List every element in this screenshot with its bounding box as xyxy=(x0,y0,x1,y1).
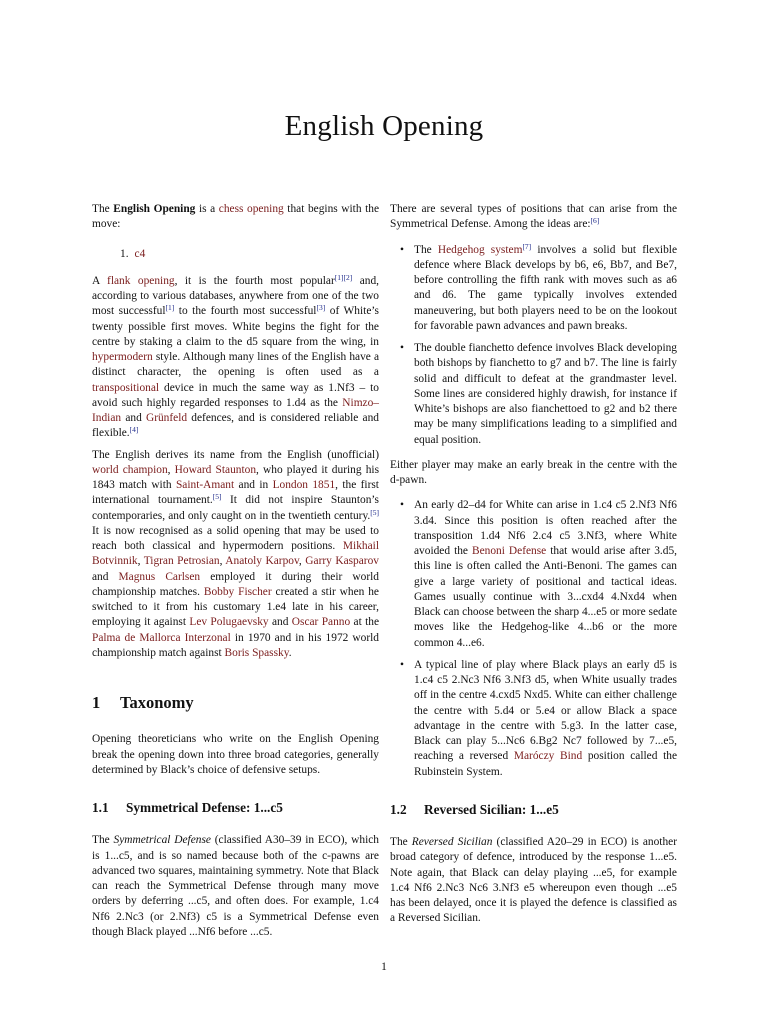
subsection-heading-reversed-sicilian xyxy=(390,802,677,817)
citation xyxy=(370,508,379,517)
term-symmetrical-defense: Symmetrical Defense xyxy=(113,834,211,847)
list-item xyxy=(400,341,677,448)
text: to the fourth most successful xyxy=(174,305,317,318)
link-howard-staunton[interactable]: Howard Staunton xyxy=(174,463,257,476)
text: is a xyxy=(195,203,219,215)
link-nimzo-indian[interactable]: Nimzo–Indian xyxy=(92,396,379,424)
subsection-title: Symmetrical Defense: 1...c5 xyxy=(126,800,283,815)
term-reversed-sicilian: Reversed Sicilian xyxy=(411,836,493,848)
citation-link[interactable]: [7] xyxy=(522,241,532,251)
text: , the first international tournament. xyxy=(92,479,379,507)
link-polugaevsky[interactable]: Lev Polugaevsky xyxy=(189,616,269,629)
text: (classified A20–29 in ECO) is another broad category of defence, introduced by the response 1...e5. Note again, that Black can delay playing ...e5, for example 1.c4 Nf6 2.Nc3 Nc6 3.Nf3 e5 whereupon even though ...e5 has been delayed, once it is played the defence is classified as a Reversed Sicilian. xyxy=(390,836,678,925)
link-c4[interactable]: c4 xyxy=(134,247,146,260)
link-transpositional[interactable]: transpositional xyxy=(92,381,160,394)
section-title: Taxonomy xyxy=(120,693,194,712)
text: (classified A30–39 in ECO), which is 1...c5, and is so named because both of the c-pawns are advanced two squares, maintaining symmetry. Note that Black can reach the Symmetrical Defense through many move orders by deferring ...c5, and often does. For example, 1.c4 Nf6 2.Nc3 (or 2.Nf3) c5 is a Symmetrical Defense even though Black played ...Nf6 before ...c5. xyxy=(92,834,379,938)
link-boris-spassky[interactable]: Boris Spassky xyxy=(224,646,289,659)
text: and in xyxy=(234,479,273,491)
text: , xyxy=(219,555,226,568)
left-column xyxy=(92,202,379,946)
link-flank-opening[interactable]: flank opening xyxy=(107,274,175,287)
link-world-champion[interactable]: world champion xyxy=(92,463,168,476)
text: at the xyxy=(350,616,379,629)
citation xyxy=(522,242,531,251)
citation xyxy=(316,303,325,312)
subsection-title: Reversed Sicilian: 1...e5 xyxy=(424,801,559,817)
move-number: 1. xyxy=(120,247,129,260)
text: of White’s twenty possible first moves. White begins the fight for the centre by staking a claim to the d5 square from the wing, in xyxy=(92,305,379,348)
break-list xyxy=(390,498,677,780)
text: in 1970 and in his 1972 world championship match against xyxy=(92,631,379,659)
link-bobby-fischer[interactable]: Bobby Fischer xyxy=(203,585,272,598)
link-chess-opening[interactable]: chess opening xyxy=(218,203,284,215)
citation-link[interactable]: [1] xyxy=(334,272,344,282)
citation-link[interactable]: [4] xyxy=(129,425,139,435)
link-hedgehog-system[interactable]: Hedgehog system xyxy=(437,243,523,256)
paragraph-history xyxy=(92,448,379,662)
link-palma-interzonal[interactable]: Palma de Mallorca Interzonal xyxy=(92,631,231,644)
text: , who played it during his 1843 match with xyxy=(92,463,380,491)
link-london-1851[interactable]: London 1851 xyxy=(272,479,336,491)
link-kasparov[interactable]: Garry Kasparov xyxy=(305,555,379,568)
subsection-heading-symmetrical xyxy=(92,800,379,815)
text: created a stir when he switched to it from his customary 1.e4 late in his career, employing it against xyxy=(92,585,379,629)
bullet-icon: • xyxy=(400,499,404,512)
text: that would arise after 3.d5, this line is often called the Anti-Benoni. The games can give a large variety of positional and tactical ideas. Games usually continue with 3...cxd4 4.Nxd4 when Black can choose between the sharp 4...e5 or more sedate moves like the Hedgehog-like 4...b6 or the more common 4...e6. xyxy=(414,545,677,649)
text: employed it during their world championship matches. xyxy=(92,570,379,598)
text: An early d2–d4 for White can arise in 1.c4 c5 2.Nf3 Nf6 3.d4. Since this position is often reached after the transposition 1.d4 Nf6 2.c4 c5 3.Nf3, where White avoided the xyxy=(414,499,677,557)
link-benoni-defense[interactable]: Benoni Defense xyxy=(472,545,547,557)
move-list xyxy=(120,247,379,262)
right-column xyxy=(390,202,677,933)
text: It is now recognised as a solid opening that may be used to reach both classical and hypermodern positions. xyxy=(92,524,379,552)
citation-link[interactable]: [1] xyxy=(165,303,175,313)
text: There are several types of positions that can arise from the Symmetrical Defense. Among the ideas are: xyxy=(390,203,677,231)
list-item xyxy=(400,498,677,651)
text: It did not inspire Staunton’s contemporaries, and only caught on in the twentieth century. xyxy=(92,494,379,522)
link-hypermodern[interactable]: hypermodern xyxy=(92,351,153,363)
bullet-icon: • xyxy=(400,342,404,354)
text: The double fianchetto defence involves Black developing both bishops by fianchetto to g7 and b7. The line is fairly solid and difficult to defeat at the grandmaster level. Some lines are considered highly drawish, for instance if White’s bishops are also fianchettoed to g2 and b2 there may be many simplifications leading to a simplified and equal position. xyxy=(414,342,677,446)
subsection-number: 1.2 xyxy=(390,801,407,817)
text: , xyxy=(137,555,144,568)
text: The xyxy=(414,243,438,256)
list-item xyxy=(400,241,677,335)
citation-link[interactable]: [5] xyxy=(370,507,379,517)
page-title: English Opening xyxy=(284,110,484,142)
section-number: 1 xyxy=(92,693,101,712)
text: style. Although many lines of the English have a distinct character, the opening is often used as a xyxy=(92,351,379,379)
paragraph-symmetrical xyxy=(92,833,379,940)
intro-paragraph xyxy=(92,202,379,233)
citation xyxy=(213,492,222,501)
link-grunfeld[interactable]: Grünfeld xyxy=(145,412,188,424)
section-heading-taxonomy xyxy=(92,695,379,710)
ideas-list xyxy=(390,243,677,448)
text: and, according to various databases, anywhere from one of the two most successful xyxy=(92,274,379,318)
citation-link[interactable]: [6] xyxy=(590,216,600,226)
text: A typical line of play where Black plays an early d5 is 1.c4 c5 2.Nc3 Nf6 3.Nf3 d5, when White usually trades off in the centre 4.cxd5 Nxd5. White can either challenge the centre with 5.d4 or 5.e4 or allow Black a space advantage in the centre with 5.g3. In the latter case, Black can play 5...Nc6 6.Bg2 Nc7 followed by 7...e5, reaching a reversed xyxy=(414,658,677,763)
link-carlsen[interactable]: Magnus Carlsen xyxy=(118,570,201,583)
citation-link[interactable]: [3] xyxy=(316,303,326,313)
text: The xyxy=(92,834,114,847)
paragraph-taxonomy: Opening theoreticians who write on the English Opening break the opening down into three broad categories, generally determined by Black’s choice of defensive setups. xyxy=(92,733,379,776)
link-saint-amant[interactable]: Saint-Amant xyxy=(175,479,235,491)
link-oscar-panno[interactable]: Oscar Panno xyxy=(291,616,351,629)
citation-link[interactable]: [5] xyxy=(212,492,222,502)
text: and xyxy=(268,616,292,629)
text: involves a solid but flexible defence where Black develops by b6, e6, Bb7, and Be7, before controlling the fifth rank with moves such as a6 and d6. The game typically involves extended maneuvering, but both players need to be on the lookout for favorable pawn advances and pawn breaks. xyxy=(414,243,677,332)
link-karpov[interactable]: Anatoly Karpov xyxy=(225,555,299,568)
text: , it is the fourth most popular xyxy=(174,274,335,287)
page-number: 1 xyxy=(381,961,387,973)
text: and xyxy=(121,412,146,424)
text: device in much the same way as 1.Nf3 – to avoid such highly regarded responses to 1.d4 as the xyxy=(92,381,379,409)
paragraph-flank-opening xyxy=(92,274,379,442)
bullet-icon: • xyxy=(400,243,404,256)
text: , xyxy=(167,463,175,476)
text: , xyxy=(298,555,306,568)
citation-link[interactable]: [2] xyxy=(343,272,353,282)
article-subject: English Opening xyxy=(113,203,196,215)
text: The English derives its name from the English (unofficial) xyxy=(92,448,379,461)
text: that begins with the move: xyxy=(92,203,380,231)
paragraph-reversed-sicilian xyxy=(390,835,677,927)
subsection-number: 1.1 xyxy=(92,800,109,815)
link-botvinnik[interactable]: Mikhail Botvinnik xyxy=(92,540,379,568)
text: defences, and is considered reliable and flexible. xyxy=(92,412,379,440)
citation xyxy=(130,425,139,434)
text: The xyxy=(390,836,412,848)
paragraph-positions xyxy=(390,202,677,233)
link-petrosian[interactable]: Tigran Petrosian xyxy=(143,555,220,568)
text: position called the Rubinstein System. xyxy=(414,750,678,778)
text: A xyxy=(92,274,108,287)
link-maroczy-bind[interactable]: Maróczy Bind xyxy=(513,750,583,763)
text: The xyxy=(92,203,114,215)
citation xyxy=(591,216,600,225)
paragraph-early-break: Either player may make an early break in the centre with the d-pawn. xyxy=(390,458,677,486)
text: and xyxy=(92,570,119,583)
list-item xyxy=(400,658,678,780)
bullet-icon: • xyxy=(400,658,404,671)
citation xyxy=(335,273,353,282)
citation xyxy=(166,303,175,312)
text: . xyxy=(288,646,292,659)
